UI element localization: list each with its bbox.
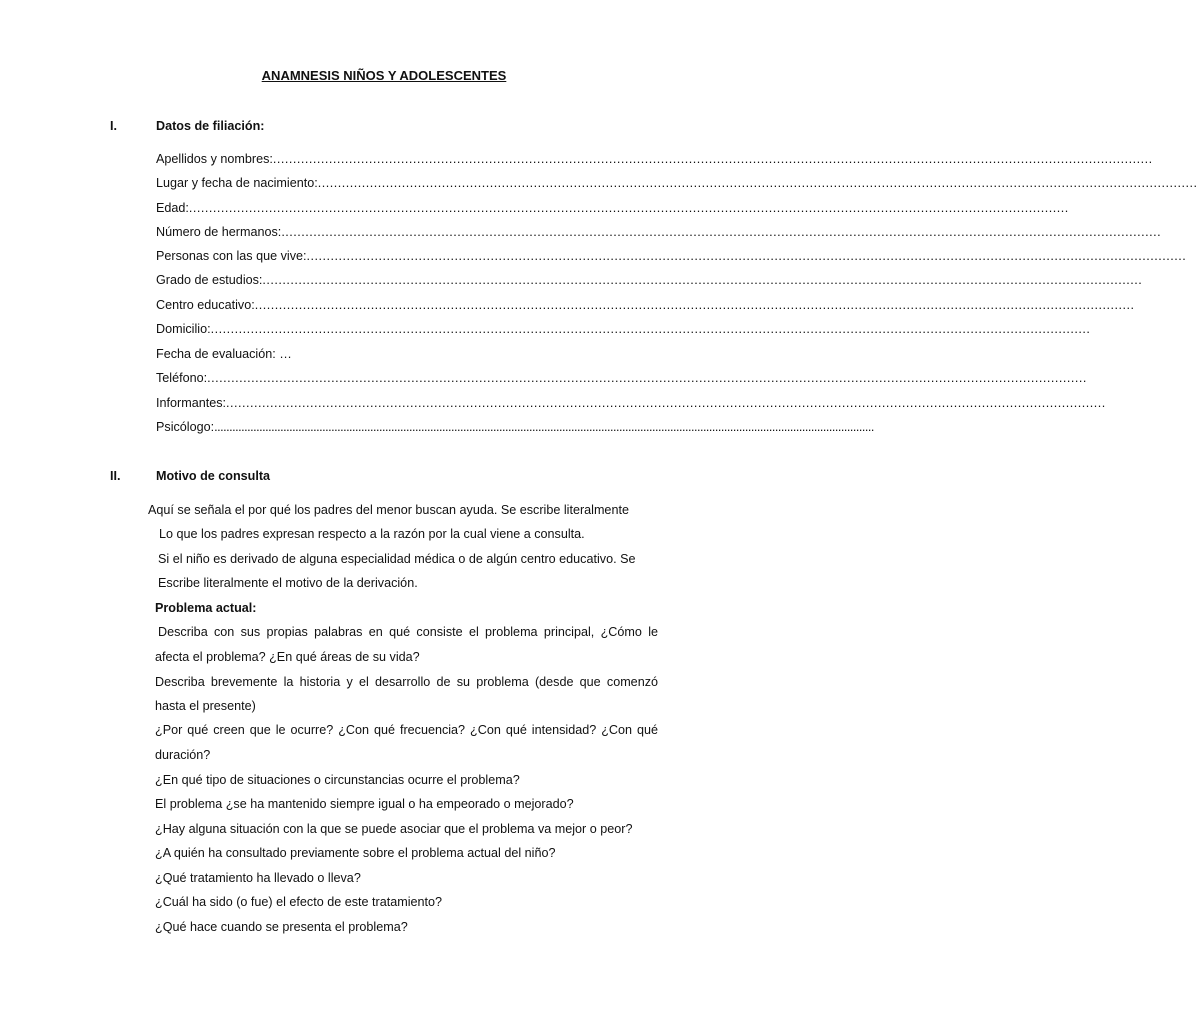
field-label: Centro educativo: <box>156 298 255 312</box>
question-line: ¿En qué tipo de situaciones o circunstancias ocurre el problema? <box>155 773 520 787</box>
field-label: Número de hermanos: <box>156 225 282 239</box>
field-fecha-evaluacion <box>156 347 292 363</box>
field-label: Grado de estudios: <box>156 273 263 287</box>
field-label: Domicilio: <box>156 322 211 336</box>
field-dots: ............................................................................................................................................................................................................................ <box>281 225 1162 239</box>
document-title-text: ANAMNESIS NIÑOS Y ADOLESCENTES <box>261 68 507 83</box>
field-label: Psicólogo: <box>156 420 215 434</box>
question-line: El problema ¿se ha mantenido siempre igual o ha empeorado o mejorado? <box>155 797 574 811</box>
field-dots: ............................................................................................................................................................................................................................ <box>214 420 874 434</box>
field-grado-estudios <box>156 273 1143 289</box>
question-line: afecta el problema? ¿En qué áreas de su vida? <box>155 650 420 664</box>
field-dots: ............................................................................................................................................................................................................................ <box>262 273 1143 287</box>
question-line: ¿Hay alguna situación con la que se puede asociar que el problema va mejor o peor? <box>155 822 633 836</box>
field-informantes <box>156 396 1106 412</box>
field-dots: ............................................................................................................................................................................................................................ <box>210 322 1091 336</box>
field-label: Lugar y fecha de nacimiento: <box>156 176 318 190</box>
question-line: ¿A quién ha consultado previamente sobre el problema actual del niño? <box>155 846 556 860</box>
field-psicologo <box>156 420 874 436</box>
field-dots: ............................................................................................................................................................................................................................ <box>306 249 1187 263</box>
question-line: hasta el presente) <box>155 699 256 713</box>
intro-line: Lo que los padres expresan respecto a la razón por la cual viene a consulta. <box>159 527 585 541</box>
field-dots: ............................................................................................................................................................................................................................ <box>188 201 1069 215</box>
section-1-number: I. <box>110 119 117 133</box>
field-label: Informantes: <box>156 396 226 410</box>
question-line: duración? <box>155 748 211 762</box>
field-label: Edad: <box>156 201 189 215</box>
field-dots: ............................................................................................................................................................................................................................ <box>226 396 1106 410</box>
section-2-number: II. <box>110 469 121 483</box>
field-numero-hermanos <box>156 225 1162 241</box>
field-telefono <box>156 371 1087 387</box>
document-title <box>0 68 768 83</box>
question-line: ¿Qué tratamiento ha llevado o lleva? <box>155 871 361 885</box>
field-dots: ............................................................................................................................................................................................................................ <box>272 152 1153 166</box>
question-line: Describa brevemente la historia y el desarrollo de su problema (desde que comenzó <box>155 675 658 689</box>
field-personas-vive <box>156 249 1187 265</box>
field-label: Apellidos y nombres: <box>156 152 273 166</box>
field-domicilio <box>156 322 1091 338</box>
field-dots: ............................................................................................................................................................................................................................ <box>207 371 1087 385</box>
field-edad <box>156 201 1069 217</box>
field-lugar-fecha-nacimiento <box>156 176 1198 192</box>
intro-line: Escribe literalmente el motivo de la derivación. <box>158 576 418 590</box>
question-line: ¿Cuál ha sido (o fue) el efecto de este tratamiento? <box>155 895 443 909</box>
section-1-heading: Datos de filiación: <box>156 119 265 133</box>
field-centro-educativo <box>156 298 1135 314</box>
field-dots: ............................................................................................................................................................................................................................ <box>254 298 1135 312</box>
intro-line: Aquí se señala el por qué los padres del menor buscan ayuda. Se escribe literalmente <box>148 503 629 517</box>
field-dots: ............................................................................................................................................................................................................................ <box>317 176 1198 190</box>
intro-line: Si el niño es derivado de alguna especialidad médica o de algún centro educativo. Se <box>158 552 636 566</box>
question-line: ¿Por qué creen que le ocurre? ¿Con qué frecuencia? ¿Con qué intensidad? ¿Con qué <box>155 723 658 737</box>
problema-actual-heading: Problema actual: <box>155 601 257 615</box>
question-line: Describa con sus propias palabras en qué consiste el problema principal, ¿Cómo le <box>158 625 658 639</box>
question-line: ¿Qué hace cuando se presenta el problema? <box>155 920 408 934</box>
field-label: Fecha de evaluación: … <box>156 347 292 361</box>
field-label: Teléfono: <box>156 371 208 385</box>
field-label: Personas con las que vive: <box>156 249 307 263</box>
field-apellidos-nombres <box>156 152 1153 168</box>
section-2-heading: Motivo de consulta <box>156 469 271 483</box>
